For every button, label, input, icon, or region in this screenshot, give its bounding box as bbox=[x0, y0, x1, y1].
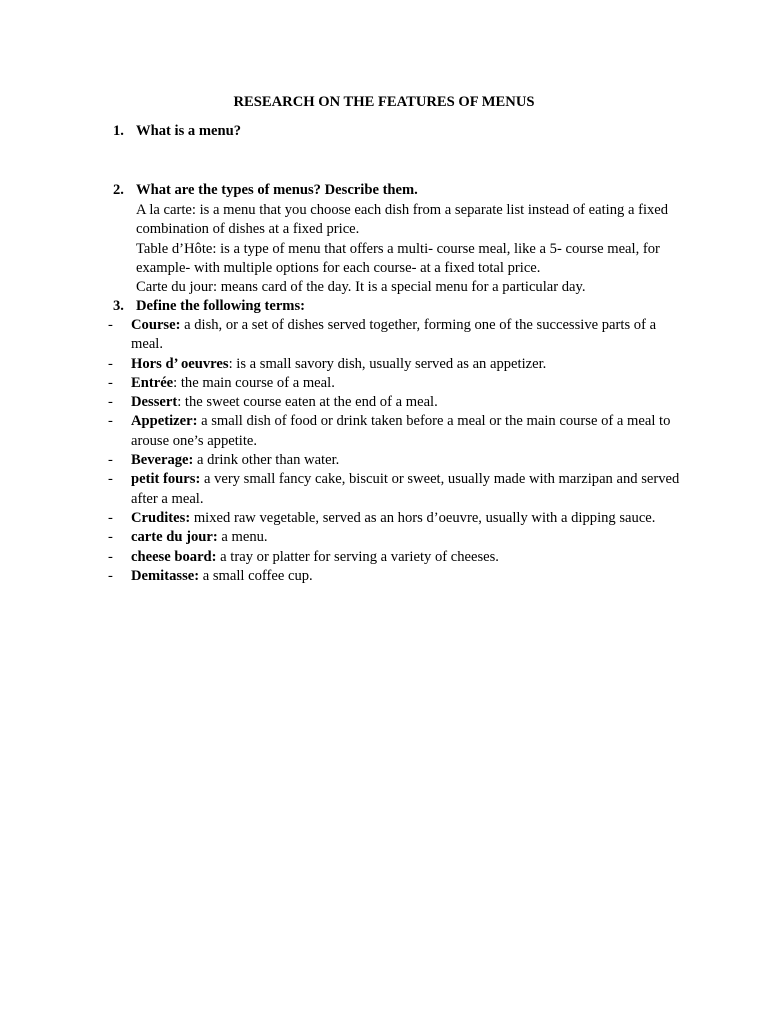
term-definition: a small dish of food or drink taken before a meal or the main course of a meal to arouse one’s appetite. bbox=[131, 413, 671, 449]
term-definition: : the sweet course eaten at the end of a meal. bbox=[177, 394, 438, 411]
term-item bbox=[0, 355, 684, 374]
bullet-dash: - bbox=[108, 567, 113, 584]
term-name: Appetizer: bbox=[131, 413, 198, 430]
question-text: What are the types of menus? Describe them. bbox=[136, 182, 418, 198]
bullet-dash: - bbox=[108, 548, 113, 565]
bullet-dash: - bbox=[108, 471, 113, 488]
term-item bbox=[0, 374, 684, 393]
menu-types-answers bbox=[136, 201, 684, 297]
term-name: Demitasse: bbox=[131, 567, 200, 584]
term-name: carte du jour: bbox=[131, 529, 218, 546]
term-name: Course: bbox=[131, 317, 181, 333]
bullet-dash: - bbox=[108, 355, 113, 372]
term-item bbox=[0, 412, 684, 451]
term-name: Hors d’ oeuvres bbox=[131, 355, 229, 372]
term-definition: a drink other than water. bbox=[193, 452, 340, 469]
term-item bbox=[0, 567, 684, 586]
term-definition: mixed raw vegetable, served as an hors d’oeuvre, usually with a dipping sauce. bbox=[190, 509, 656, 526]
term-name: cheese board: bbox=[131, 548, 217, 565]
bullet-dash: - bbox=[108, 509, 113, 526]
bullet-dash: - bbox=[108, 374, 113, 391]
term-item bbox=[0, 451, 684, 470]
bullet-dash: - bbox=[108, 529, 113, 546]
question-text: Define the following terms: bbox=[136, 298, 306, 314]
bullet-dash: - bbox=[108, 452, 113, 469]
document-title: RESEARCH ON THE FEATURES OF MENUS bbox=[233, 94, 535, 110]
question-number: 1. bbox=[113, 123, 124, 139]
term-item bbox=[0, 316, 684, 355]
question-number: 2. bbox=[113, 182, 124, 198]
term-name: Entrée bbox=[131, 374, 174, 391]
term-item bbox=[0, 393, 684, 412]
question-number: 3. bbox=[113, 298, 124, 314]
answer-a-la-carte: A la carte: is a menu that you choose each dish from a separate list instead of eating a fixed combination of dishes at a fixed price. bbox=[136, 202, 669, 238]
term-item bbox=[0, 509, 684, 528]
answer-table-dhote: Table d’Hôte: is a type of menu that offers a multi- course meal, like a 5- course meal, for example- with multiple options for each course- at a fixed total price. bbox=[136, 240, 660, 276]
term-name: Crudites: bbox=[131, 509, 191, 526]
term-definition: a very small fancy cake, biscuit or sweet, usually made with marzipan and served after a meal. bbox=[131, 471, 680, 507]
term-definition: a dish, or a set of dishes served together, forming one of the successive parts of a meal. bbox=[131, 317, 657, 353]
question-text: What is a menu? bbox=[136, 123, 242, 139]
bullet-dash: - bbox=[108, 413, 113, 430]
term-item bbox=[0, 528, 684, 547]
term-definition: a menu. bbox=[217, 529, 268, 546]
term-item bbox=[0, 470, 684, 509]
term-definition: : the main course of a meal. bbox=[173, 374, 335, 391]
term-name: Beverage: bbox=[131, 452, 194, 469]
term-name: Dessert bbox=[131, 394, 178, 411]
terms-list bbox=[0, 316, 768, 586]
term-definition: a small coffee cup. bbox=[199, 567, 313, 584]
term-definition: : is a small savory dish, usually served as an appetizer. bbox=[228, 355, 547, 372]
term-name: petit fours: bbox=[131, 471, 201, 488]
term-definition: a tray or platter for serving a variety of cheeses. bbox=[216, 548, 499, 565]
answer-carte-du-jour: Carte du jour: means card of the day. It is a special menu for a particular day. bbox=[136, 279, 586, 296]
bullet-dash: - bbox=[108, 394, 113, 411]
term-item bbox=[0, 548, 684, 567]
bullet-dash: - bbox=[108, 317, 113, 333]
